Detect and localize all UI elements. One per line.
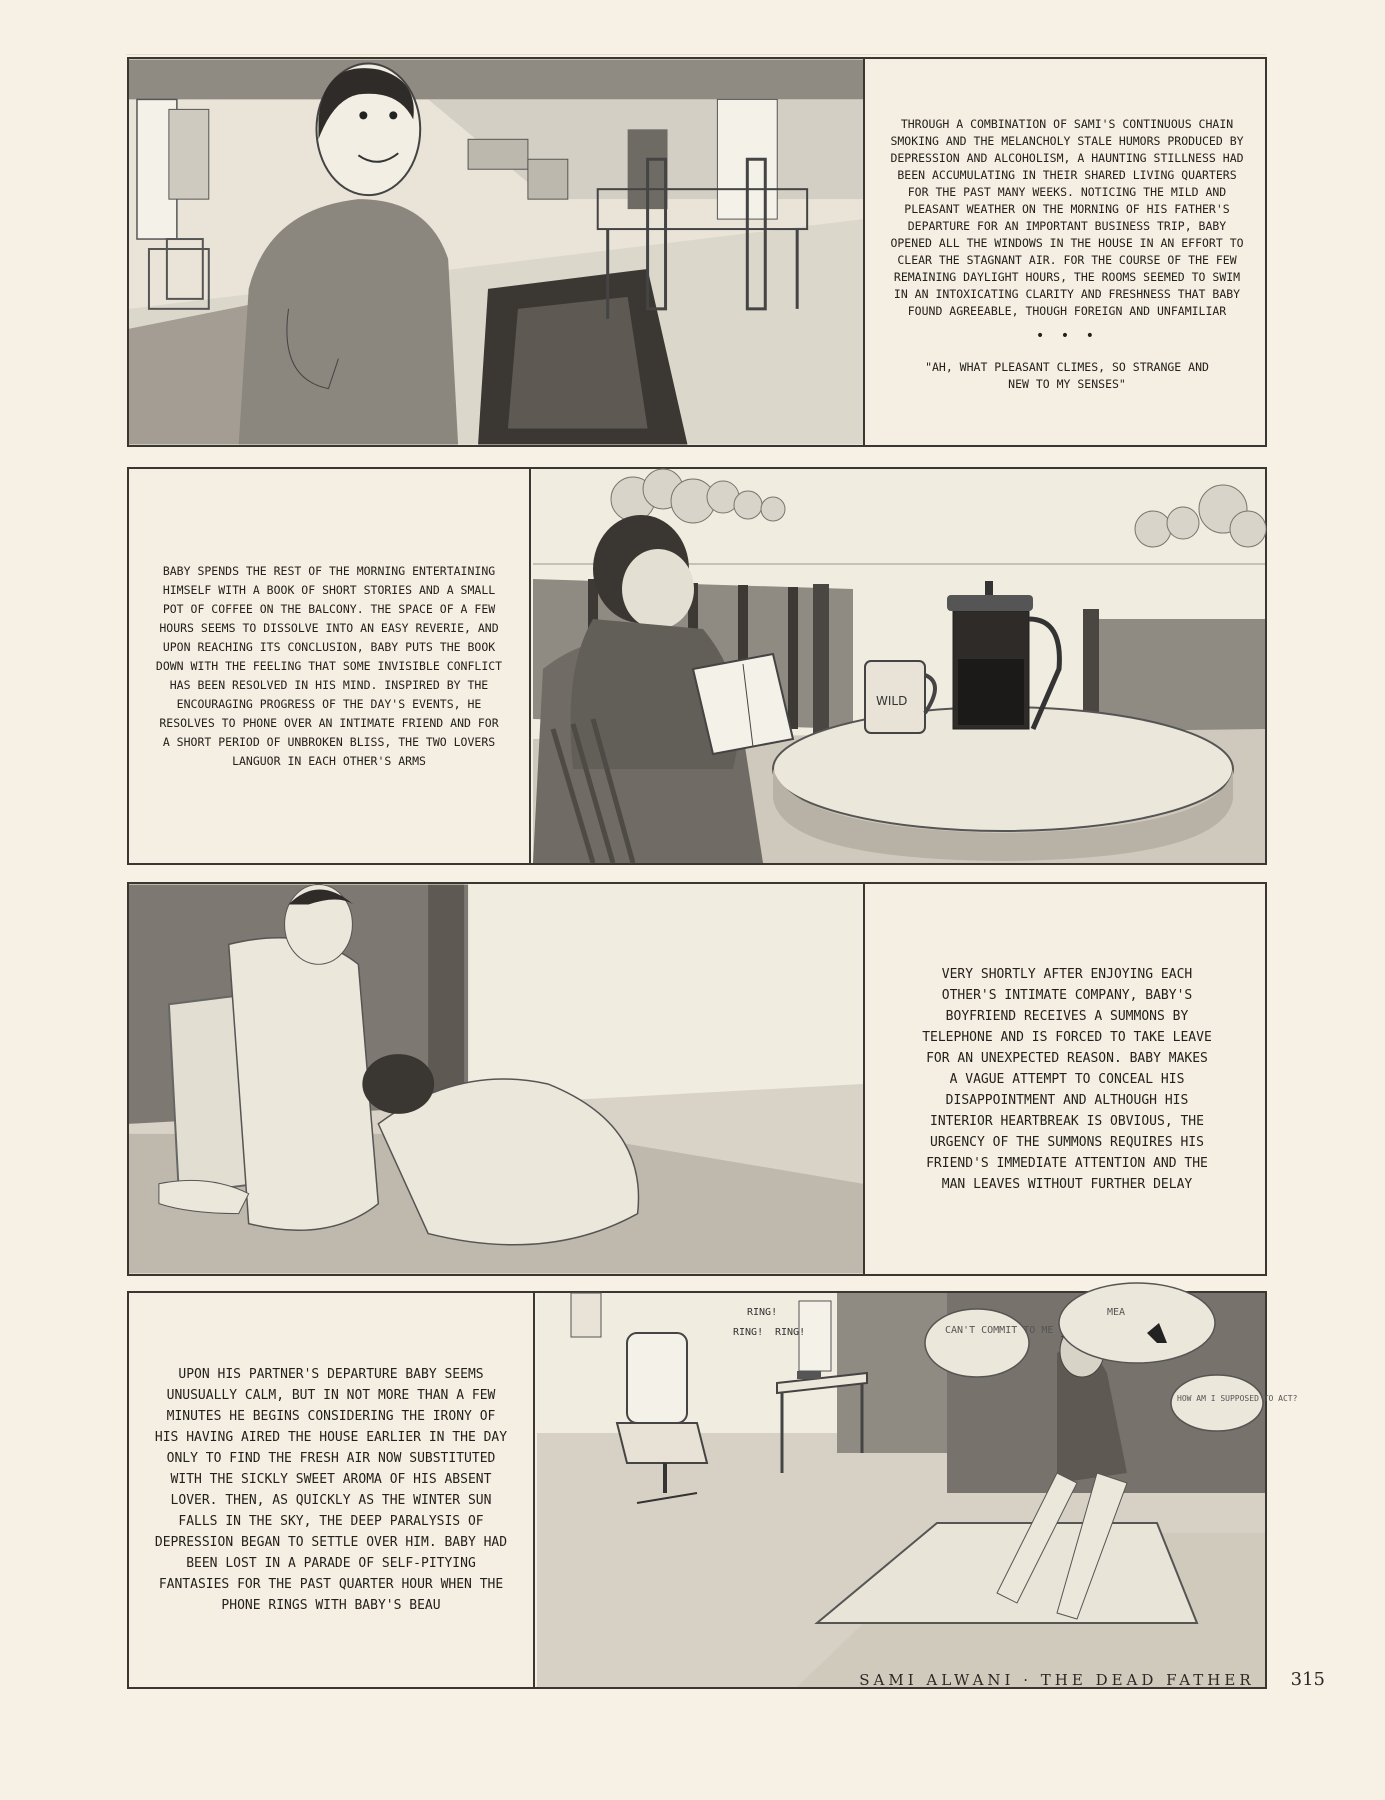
balcony-drawing xyxy=(533,469,1265,863)
ring-text-1: RING! xyxy=(747,1307,778,1318)
thought-text-3: HOW AM I SUPPOSED TO ACT? xyxy=(1177,1394,1298,1403)
ring-text-3: RING! xyxy=(775,1327,806,1338)
panel-2-caption-box xyxy=(129,469,531,863)
panel-3-illustration-bedroom xyxy=(129,884,865,1274)
mug-label: WILD xyxy=(876,694,908,708)
panel-1-quote: "AH, WHAT PLEASANT CLIMES, SO STRANGE AND NEW TO MY SENSES" xyxy=(925,359,1209,391)
panel-2-caption: BABY SPENDS THE REST OF THE MORNING ENTERTAINING HIMSELF WITH A BOOK OF SHORT STORIES AND A SMALL POT OF COFFEE ON THE BALCONY. THE SPACE OF A FEW HOURS SEEMS TO DISSOLVE INTO AN EASY REVERIE, AND UPON REACHING ITS CONCLUSION, BABY PUTS THE BOOK DOWN WITH THE FEELING THAT SOME INVISIBLE CONFLICT HAS BEEN RESOLVED IN HIS MIND. INSPIRED BY THE ENCOURAGING PROGRESS OF THE DAY'S EVENTS, HE RESOLVES TO PHONE OVER AN INTIMATE FRIEND AND FOR A SHORT PERIOD OF UNBROKEN BLISS, THE TWO LOVERS LANGUOR IN EACH OTHER'S ARMS xyxy=(155,563,503,768)
footer-credit: SAMI ALWANI · THE DEAD FATHER xyxy=(859,1671,1255,1689)
ring-text-2: RING! xyxy=(733,1327,764,1338)
bedroom-drawing xyxy=(129,884,863,1274)
living-room-drawing xyxy=(129,59,863,445)
panel-4-caption-box xyxy=(129,1293,535,1687)
panel-1-illustration-living-room xyxy=(129,59,865,445)
panel-1-caption: THROUGH A COMBINATION OF SAMI'S CONTINUOUS CHAIN SMOKING AND THE MELANCHOLY STALE HUMORS PRODUCED BY DEPRESSION AND ALCOHOLISM, A HAUNTING STILLNESS HAD BEEN ACCUMULATING IN THEIR SHARED LIVING QUARTERS FOR THE PAST MANY WEEKS. NOTICING THE MILD AND PLEASANT WEATHER ON THE MORNING OF HIS FATHER'S DEPARTURE FOR AN IMPORTANT BUSINESS TRIP, BABY OPENED ALL THE WINDOWS IN THE HOUSE IN AN EFFORT TO CLEAR THE STAGNANT AIR. FOR THE COURSE OF THE FEW REMAINING DAYLIGHT HOURS, THE ROOMS SEEMED TO SWIM IN AN INTOXICATING CLARITY AND FRESHNESS THAT BABY FOUND AGREEABLE, THOUGH FOREIGN AND UNFAMILIAR xyxy=(890,116,1244,318)
page-footer xyxy=(859,1669,1325,1690)
panel-1-separator: • • • xyxy=(1035,327,1099,344)
thought-text-2: MEA xyxy=(1107,1307,1126,1318)
panel-3-caption-box xyxy=(871,894,1263,1264)
panel-2 xyxy=(127,467,1267,865)
panel-1 xyxy=(127,57,1267,447)
thought-text-1: CAN'T COMMIT TO ME xyxy=(945,1325,1054,1336)
panel-4-caption: UPON HIS PARTNER'S DEPARTURE BABY SEEMS UNUSUALLY CALM, BUT IN NOT MORE THAN A FEW MINUTES HE BEGINS CONSIDERING THE IRONY OF HIS HAVING AIRED THE HOUSE EARLIER IN THE DAY ONLY TO FIND THE FRESH AIR NOW SUBSTITUTED WITH THE SICKLY SWEET AROMA OF HIS ABSENT LOVER. THEN, AS QUICKLY AS THE WINTER SUN FALLS IN THE SKY, THE DEEP PARALYSIS OF DEPRESSION BEGAN TO SETTLE OVER HIM. BABY HAD BEEN LOST IN A PARADE OF SELF-PITYING FANTASIES FOR THE PAST QUARTER HOUR WHEN THE PHONE RINGS WITH BABY'S BEAU xyxy=(154,1367,508,1613)
panel-2-illustration-balcony xyxy=(533,469,1265,863)
panel-1-caption-box xyxy=(871,69,1263,439)
page-number: 315 xyxy=(1290,1669,1325,1690)
panel-4-illustration-bedroom-phone xyxy=(537,1293,1298,1687)
panel-3-caption: VERY SHORTLY AFTER ENJOYING EACH OTHER'S INTIMATE COMPANY, BABY'S BOYFRIEND RECEIVES A SUMMONS BY TELEPHONE AND IS FORCED TO TAKE LEAVE FOR AN UNEXPECTED REASON. BABY MAKES A VAGUE ATTEMPT TO CONCEAL HIS DISAPPOINTMENT AND ALTHOUGH HIS INTERIOR HEARTBREAK IS OBVIOUS, THE URGENCY OF THE SUMMONS REQUIRES HIS FRIEND'S IMMEDIATE ATTENTION AND THE MAN LEAVES WITHOUT FURTHER DELAY xyxy=(922,966,1212,1192)
bedroom-phone-drawing xyxy=(537,1293,1298,1687)
panel-3 xyxy=(127,882,1267,1276)
panel-4 xyxy=(127,1291,1298,1689)
